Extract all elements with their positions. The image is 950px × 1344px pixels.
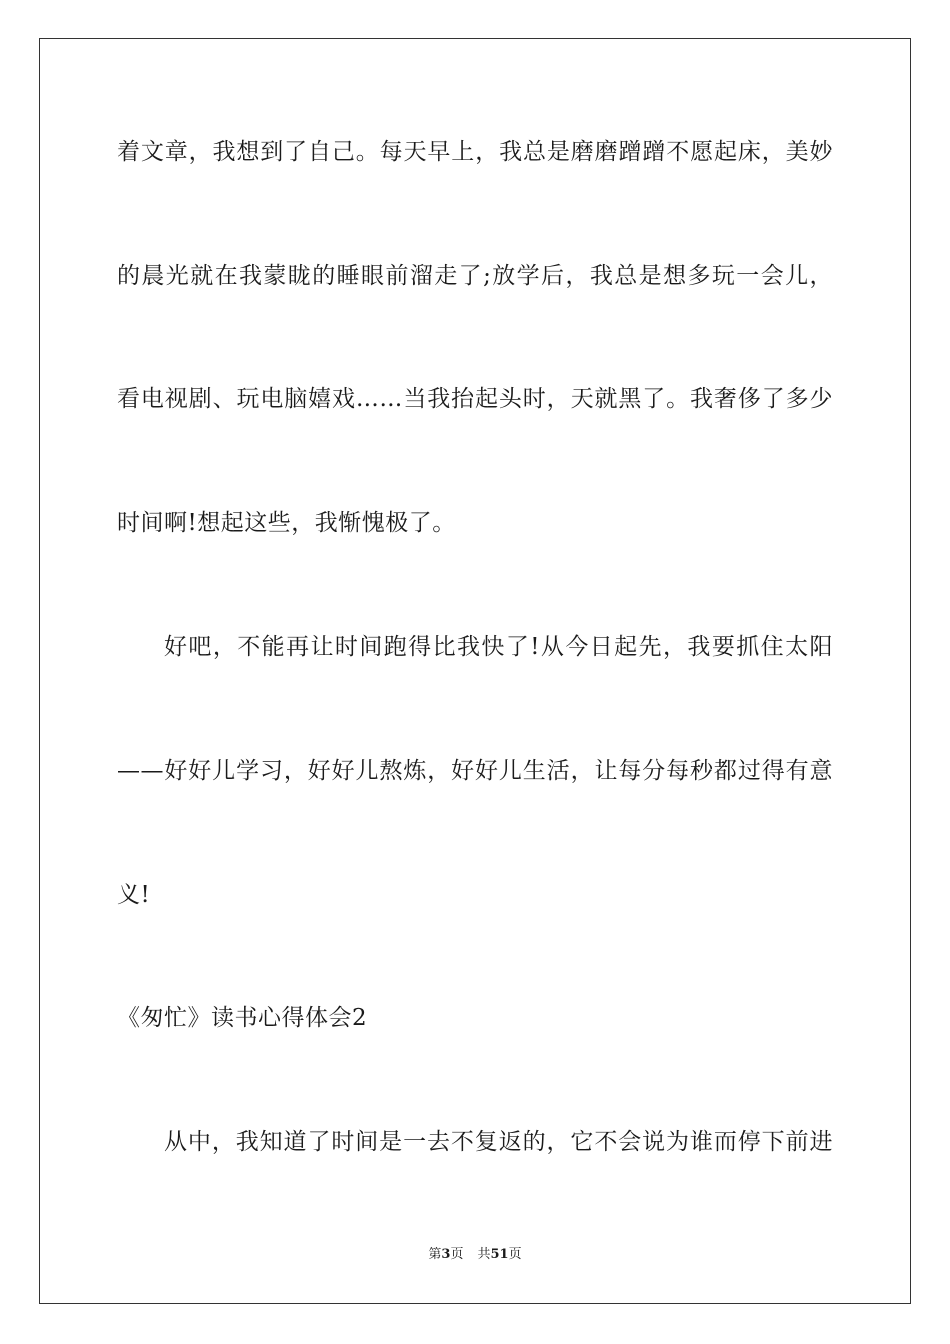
footer-total-pages: 51: [490, 1247, 509, 1262]
text-line-5: 好吧，不能再让时间跑得比我快了!从今日起先，我要抓住太阳: [164, 634, 833, 660]
text-line-9: 从中，我知道了时间是一去不复返的，它不会说为谁而停下前进: [164, 1129, 833, 1155]
footer-total-suffix: 页: [508, 1247, 522, 1262]
section-heading: 《匆忙》读书心得体会2: [117, 1005, 368, 1031]
footer-total-prefix: 共: [477, 1247, 491, 1262]
footer-page-suffix: 页: [450, 1247, 464, 1262]
text-line-7: 义!: [117, 882, 151, 908]
text-line-1: 着文章，我想到了自己。每天早上，我总是磨磨蹭蹭不愿起床，美妙: [117, 139, 833, 165]
page-frame: [39, 38, 911, 1304]
text-line-4: 时间啊!想起这些，我惭愧极了。: [117, 510, 456, 536]
footer-page-number: 3: [441, 1247, 451, 1262]
text-line-2: 的晨光就在我蒙眬的睡眼前溜走了;放学后，我总是想多玩一会儿，: [117, 263, 833, 289]
text-line-6: ——好好儿学习，好好儿熬炼，好好儿生活，让每分每秒都过得有意: [117, 758, 833, 784]
page-footer: [0, 1246, 950, 1264]
text-line-3: 看电视剧、玩电脑嬉戏……当我抬起头时，天就黑了。我奢侈了多少: [117, 386, 833, 412]
footer-prefix: 第: [428, 1247, 442, 1262]
